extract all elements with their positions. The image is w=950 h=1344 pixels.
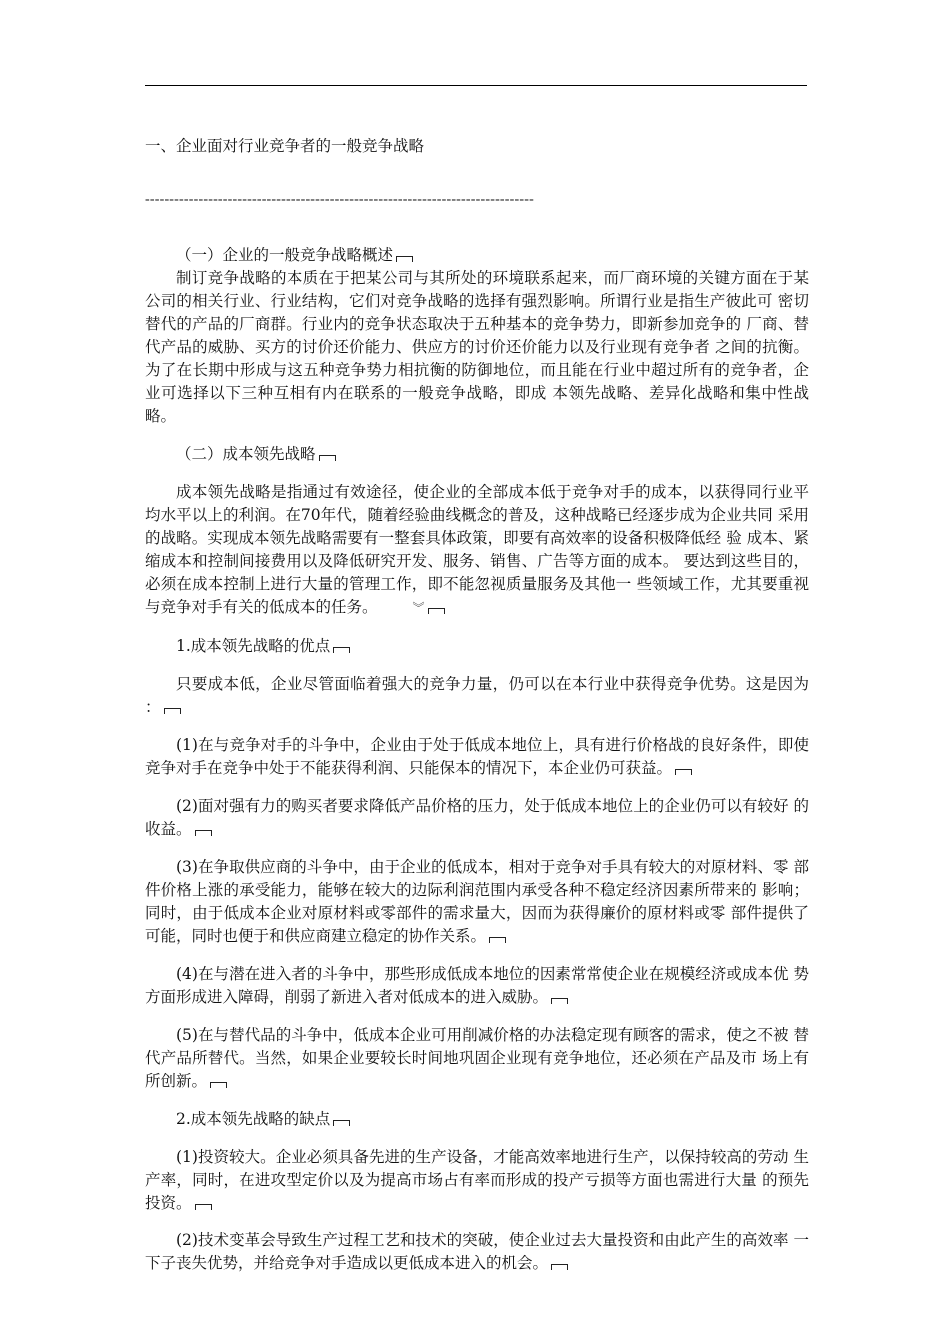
paragraph-mark-icon	[551, 998, 568, 1004]
header-rule	[145, 85, 807, 86]
chevron-down-double-icon: ︾	[412, 600, 425, 615]
section-heading: 一、企业面对行业竞争者的一般竞争战略	[145, 137, 425, 155]
document-body	[145, 244, 809, 1275]
paragraph-overview: 制订竞争战略的本质在于把某公司与其所处的环境联系起来，而厂商环境的关键方面在于某 公司的相关行业、行业结构，它们对竞争战略的选择有强烈影响。所谓行业是指生产彼此可 密切替代的产品的厂商群。行业内的竞争状态取决于五种基本的竞争势力，即新参加竞争的 厂商、替代产品的威胁、买方的讨价还价能力、供应方的讨价还价能力以及行业现有竞争者 之间的抗衡。为了在长期中形成与这五种竞争势力相抗衡的防御地位，而且能在行业中超过所有的竞争者，企业可选择以下三种互相有内在联系的一般竞争战略，即成 本领先战略、差异化战略和集中性战略。	[145, 269, 809, 425]
list-item-advantage-5: (5)在与替代品的斗争中，低成本企业可用削减价格的办法稳定现有顾客的需求，使之不被 替代产品所替代。当然，如果企业要较长时间地巩固企业现有竞争地位，还必须在产品及市 场上有所创新。	[145, 1025, 809, 1090]
list-item-advantage-2: (2)面对强有力的购买者要求降低产品价格的压力，处于低成本地位上的企业仍可以有较好 的收益。	[145, 796, 809, 838]
paragraph-advantages-intro: 只要成本低，企业尽管面临着强大的竞争力量，仍可以在本行业中获得竞争优势。这是因为 ：	[145, 674, 809, 716]
subheading-overview: （一）企业的一般竞争战略概述	[145, 244, 809, 267]
list-item-advantage-1: (1)在与竞争对手的斗争中，企业由于处于低成本地位上，具有进行价格战的良好条件，即使竞争对手在竞争中处于不能获得利润、只能保本的情况下，本企业仍可获益。	[145, 735, 809, 777]
subheading-disadvantages: 2.成本领先战略的缺点	[145, 1108, 809, 1131]
paragraph-mark-icon	[333, 647, 350, 653]
paragraph-mark-icon	[675, 769, 692, 775]
paragraph-mark-icon	[319, 455, 336, 461]
paragraph-mark-icon	[195, 830, 212, 836]
list-item-disadvantage-1: (1)投资较大。企业必须具备先进的生产设备，才能高效率地进行生产，以保持较高的劳动 生产率，同时，在进攻型定价以及为提高市场占有率而形成的投产亏损等方面也需进行大量 的预先投资。	[145, 1147, 809, 1212]
subheading-advantages: 1.成本领先战略的优点	[145, 635, 809, 658]
list-item-advantage-4: (4)在与潜在进入者的斗争中，那些形成低成本地位的因素常常使企业在规模经济或成本优 势方面形成进入障碍，削弱了新进入者对低成本的进入威胁。	[145, 964, 809, 1006]
paragraph-cost-leadership: 成本领先战略是指通过有效途径，使企业的全部成本低于竞争对手的成本，以获得同行业平 均水平以上的利润。在70年代，随着经验曲线概念的普及，这种战略已经逐步成为企业共同 采用的战略。实现成本领先战略需要有一整套具体政策，即要有高效率的设备积极降低经 验 成本、紧缩成本和控制间接费用以及降低研究开发、服务、销售、广告等方面的成本。 要达到这些目的，必须在成本控制上进行大量的管理工作，即不能忽视质量服务及其他一 些领域工作，尤其要重视与竞争对手有关的低成本的任务。 ︾	[145, 481, 809, 620]
paragraph-mark-icon	[551, 1264, 568, 1270]
paragraph-mark-icon	[396, 256, 413, 262]
paragraph-mark-icon	[428, 608, 445, 614]
paragraph-mark-icon	[333, 1120, 350, 1126]
list-item-disadvantage-2: (2)技术变革会导致生产过程工艺和技术的突破，使企业过去大量投资和由此产生的高效率 一下子丧失优势，并给竞争对手造成以更低成本进入的机会。	[145, 1230, 809, 1272]
paragraph-mark-icon	[195, 1204, 212, 1210]
dash-separator: --------------------------------------------------------------------------------	[145, 192, 534, 207]
paragraph-mark-icon	[489, 937, 506, 943]
list-item-advantage-3: (3)在争取供应商的斗争中，由于企业的低成本，相对于竞争对手具有较大的对原材料、零 部件价格上涨的承受能力，能够在较大的边际利润范围内承受各种不稳定经济因素所带来的 影响；同时，由于低成本企业对原材料或零部件的需求量大，因而为获得廉价的原材料或零 部件提供了可能，同时也便于和供应商建立稳定的协作关系。	[145, 857, 809, 945]
subheading-cost-leadership: （二）成本领先战略	[145, 443, 809, 466]
paragraph-mark-icon	[210, 1082, 227, 1088]
paragraph-mark-icon	[164, 708, 181, 714]
